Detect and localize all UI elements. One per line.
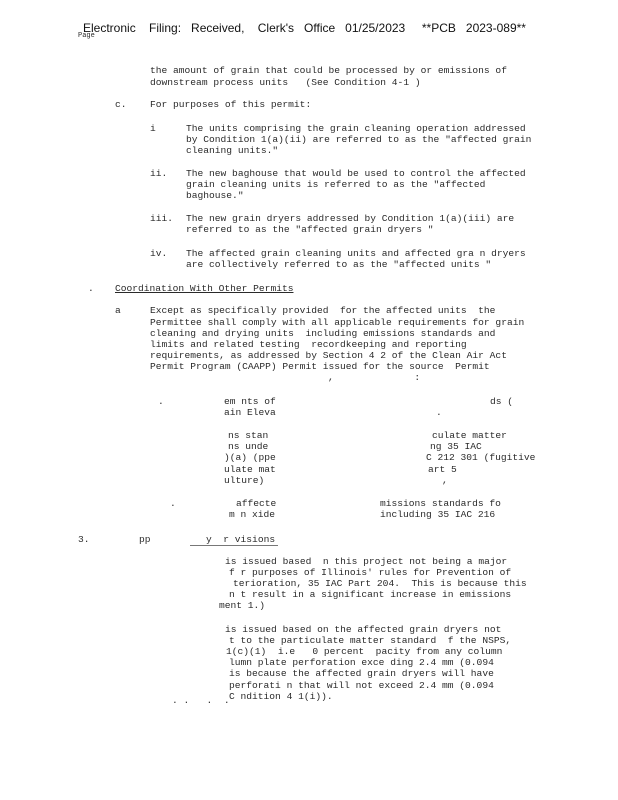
text-line: The affected grain cleaning units and affected gra n dryers [186, 248, 526, 259]
text-fragment: . [436, 407, 442, 418]
text-line: limits and related testing recordkeeping and reporting [150, 339, 467, 350]
text-line: perforati n that will not exceed 2.4 mm (0.094 [229, 680, 494, 691]
text-line: baghouse." [186, 190, 244, 201]
text-line: is because the affected grain dryers will have [229, 668, 494, 679]
stray-page-mark: Page [78, 32, 95, 40]
text-line: ment 1.) [219, 600, 266, 611]
text-line: cleaning units." [186, 145, 279, 156]
item-number: iii. [150, 213, 174, 224]
text-line: The units comprising the grain cleaning operation addressed [186, 123, 526, 134]
item-number: ii. [150, 168, 168, 179]
text-line: referred to as the "affected grain dryers " [186, 224, 434, 235]
section-label-a: a [115, 305, 121, 316]
text-line: lumn plate perforation exce ding 2.4 mm (0.094 [229, 657, 494, 668]
text-fragment: . [170, 498, 176, 509]
stray-dots: . . . . [172, 695, 230, 706]
text-fragment: ulate mat [224, 464, 276, 475]
text-fragment: ng 35 IAC [430, 441, 482, 452]
text-line: n t result in a significant increase in emissions [229, 589, 512, 600]
text-fragment: missions standards fo [380, 498, 501, 509]
text-line: are collectively referred to as the "affected units " [186, 259, 492, 270]
text-fragment: ulture) [224, 475, 265, 486]
heading-underline [190, 545, 278, 546]
text-line: cleaning and drying units including emissions standards and [150, 328, 496, 339]
text-line: C ndition 4 1(i)). [229, 691, 333, 702]
text-fragment: art 5 [428, 464, 457, 475]
text-line: requirements, as addressed by Section 4 2 of the Clean Air Act [150, 350, 507, 361]
text-fragment: affecte [236, 498, 277, 509]
text-fragment: culate matter [432, 430, 507, 441]
item-number: iv. [150, 248, 168, 259]
text-fragment: m n xide [229, 509, 276, 520]
text-fragment: pp [139, 534, 151, 545]
text-fragment: ns unde [228, 441, 269, 452]
text-line: Permittee shall comply with all applicable requirements for grain [150, 317, 525, 328]
text-line-fragment: , : [328, 372, 421, 383]
section-label-c: c. [115, 99, 127, 110]
text-line: is issued based n this project not being a major [225, 556, 508, 567]
section-number-mark: . [88, 283, 94, 294]
text-line: Except as specifically provided for the affected units the [150, 305, 496, 316]
text-fragment: ns stan [228, 430, 269, 441]
text-line: The new grain dryers addressed by Condition 1(a)(iii) are [186, 213, 515, 224]
text-line: f r purposes of Illinois' rules for Prevention of [229, 567, 512, 578]
text-fragment: . [158, 396, 164, 407]
text-fragment: C 212 301 (fugitive [426, 452, 536, 463]
text-fragment: ds ( [490, 396, 514, 407]
text-line: 1(c)(1) i.e 0 percent pacity from any column [226, 646, 503, 657]
text-line: the amount of grain that could be processed by or emissions of [150, 65, 507, 76]
section-heading: Coordination With Other Permits [115, 283, 294, 294]
text-fragment: , [442, 475, 448, 486]
text-line: The new baghouse that would be used to control the affected [186, 168, 526, 179]
text-fragment: )(a) (ppe [224, 452, 276, 463]
filing-stamp-header: Electronic Filing: Received, Clerk's Office 01/25/2023 **PCB 2023-089** [83, 21, 526, 35]
section-number-3: 3. [78, 534, 90, 545]
text-line: t to the particulate matter standard f the NSPS, [229, 635, 512, 646]
text-line: For purposes of this permit: [150, 99, 312, 110]
item-number: i [150, 123, 156, 134]
text-line: is issued based on the affected grain dryers not [225, 624, 502, 635]
text-line: terioration, 35 IAC Part 204. This is because this [233, 578, 527, 589]
section-heading-fragment: y r visions [206, 534, 276, 545]
text-line: by Condition 1(a)(ii) are referred to as the "affected grain [186, 134, 532, 145]
text-fragment: including 35 IAC 216 [380, 509, 496, 520]
text-fragment: em nts of [224, 396, 276, 407]
text-line: grain cleaning units is referred to as the "affected [186, 179, 486, 190]
text-fragment: ain Eleva [224, 407, 276, 418]
text-line: Permit Program (CAAPP) Permit issued for the source Permit [150, 361, 490, 372]
text-line: downstream process units (See Condition 4-1 ) [150, 77, 421, 88]
